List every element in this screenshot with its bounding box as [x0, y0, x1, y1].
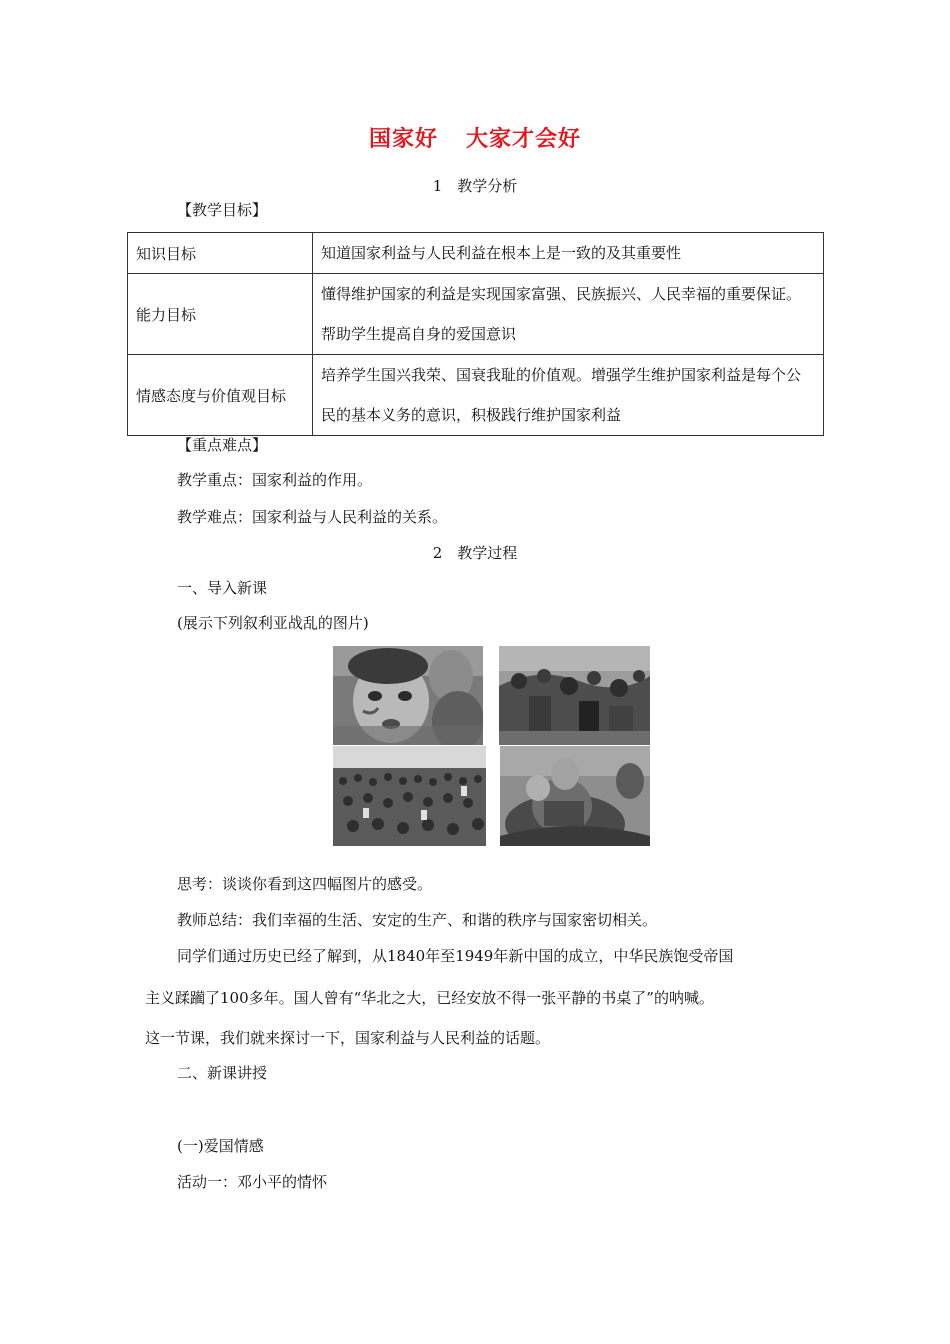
goal-value: 培养学生国兴我荣、国衰我耻的价值观。增强学生维护国家利益是每个公民的基本义务的意识，积极践行维护国家利益 — [313, 355, 824, 436]
table-row — [128, 355, 824, 436]
intro-heading: 一、导入新课 — [177, 579, 268, 597]
history-line-2: 主义蹂躏了100多年。国人曾有“华北之大，已经安放不得一张平静的书桌了”的呐喊。 — [145, 989, 714, 1007]
refugees-boat-photo — [499, 646, 650, 745]
title-part-1: 国家好 — [368, 127, 438, 152]
section-heading-process: 2 教学过程 — [432, 544, 518, 562]
goals-table — [127, 232, 824, 436]
page-title — [0, 122, 950, 153]
teacher-summary: 教师总结：我们幸福的生活、安定的生产、和谐的秩序与国家密切相关。 — [177, 911, 658, 929]
child-face-photo — [333, 646, 483, 745]
goal-value: 懂得维护国家的利益是实现国家富强、民族振兴、人民幸福的重要保证。帮助学生提高自身的爱国意识 — [313, 274, 824, 355]
think-prompt: 思考：谈谈你看到这四幅图片的感受。 — [177, 875, 433, 893]
goals-heading: 【教学目标】 — [177, 201, 268, 219]
goal-key: 能力目标 — [128, 274, 313, 355]
goal-key: 情感态度与价值观目标 — [128, 355, 313, 436]
crowd-photo — [333, 746, 486, 846]
history-line-3: 这一节课，我们就来探讨一下，国家利益与人民利益的话题。 — [145, 1029, 551, 1047]
subsection-heading: (一)爱国情感 — [177, 1137, 264, 1155]
title-part-2: 大家才会好 — [466, 127, 582, 152]
new-lesson-heading: 二、新课讲授 — [177, 1064, 268, 1082]
man-holding-child-photo — [500, 746, 650, 846]
goal-key: 知识目标 — [128, 233, 313, 274]
key-point-text: 教学重点：国家利益的作用。 — [177, 471, 373, 489]
show-photos-note: (展示下列叙利亚战乱的图片) — [177, 614, 369, 632]
history-line-1: 同学们通过历史已经了解到，从1840年至1949年新中国的成立，中华民族饱受帝国 — [177, 947, 734, 965]
activity-heading: 活动一：邓小平的情怀 — [177, 1173, 328, 1191]
key-points-heading: 【重点难点】 — [177, 436, 268, 454]
goal-value: 知道国家利益与人民利益在根本上是一致的及其重要性 — [313, 233, 824, 274]
table-row — [128, 274, 824, 355]
table-row — [128, 233, 824, 274]
section-heading-analysis: 1 教学分析 — [432, 177, 518, 195]
difficulty-text: 教学难点：国家利益与人民利益的关系。 — [177, 508, 448, 526]
photo-grid — [333, 646, 650, 846]
